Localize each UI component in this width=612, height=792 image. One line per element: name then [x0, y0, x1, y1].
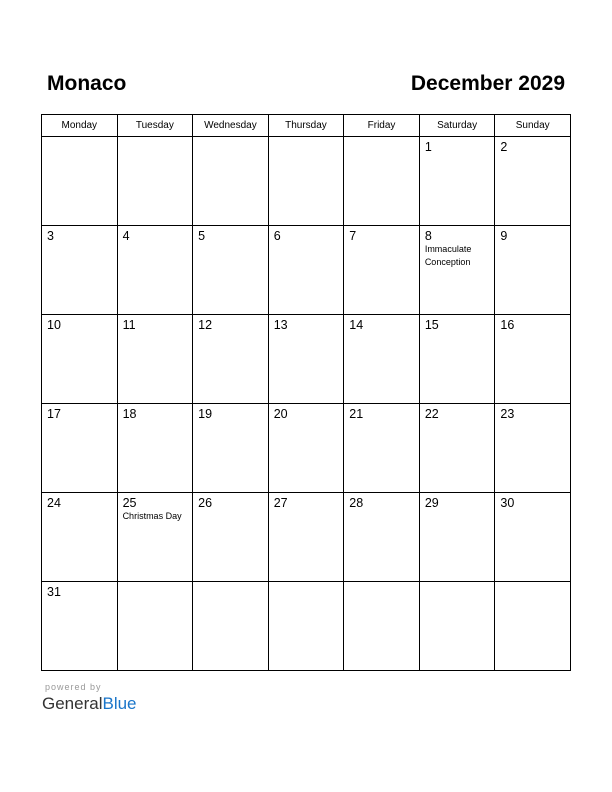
weekday-header-row — [42, 115, 571, 137]
empty-day-cell — [495, 582, 571, 671]
brand-blue-text: Blue — [102, 694, 137, 713]
empty-day-cell — [344, 137, 420, 226]
calendar-grid — [41, 114, 571, 671]
empty-day-cell — [268, 582, 344, 671]
week-row — [42, 315, 571, 404]
day-cell — [268, 226, 344, 315]
day-number: 9 — [500, 229, 508, 243]
day-cell — [344, 226, 420, 315]
day-number: 14 — [349, 318, 364, 332]
weekday-header: Tuesday — [117, 115, 193, 137]
weekday-header: Friday — [344, 115, 420, 137]
generalblue-logo — [42, 693, 137, 715]
day-number: 29 — [424, 496, 439, 510]
weekday-header: Monday — [42, 115, 118, 137]
day-number: 19 — [198, 407, 213, 421]
day-cell — [193, 493, 269, 582]
day-number: 22 — [424, 407, 439, 421]
day-number: 28 — [349, 496, 364, 510]
day-cell — [344, 493, 420, 582]
day-cell — [117, 226, 193, 315]
empty-day-cell — [193, 582, 269, 671]
day-cell — [42, 582, 118, 671]
day-number: 21 — [349, 407, 364, 421]
week-row — [42, 582, 571, 671]
day-cell — [193, 404, 269, 493]
day-number: 23 — [500, 407, 515, 421]
day-cell — [419, 404, 495, 493]
day-number: 8 — [424, 229, 432, 243]
day-number: 7 — [349, 229, 357, 243]
day-number: 30 — [500, 496, 515, 510]
day-cell — [117, 315, 193, 404]
day-number: 3 — [47, 229, 54, 243]
day-number: 27 — [273, 496, 288, 510]
day-cell — [117, 404, 193, 493]
footer-branding — [42, 681, 137, 715]
day-cell — [268, 315, 344, 404]
day-number: 10 — [47, 318, 61, 332]
empty-day-cell — [42, 137, 118, 226]
day-cell — [42, 404, 118, 493]
day-number: 26 — [198, 496, 213, 510]
day-number: 13 — [273, 318, 288, 332]
day-cell — [419, 137, 495, 226]
day-number: 17 — [47, 407, 61, 421]
holiday-label: Christmas Day — [122, 511, 182, 521]
day-cell — [419, 315, 495, 404]
day-number: 25 — [122, 496, 137, 510]
day-cell — [344, 315, 420, 404]
day-cell — [495, 493, 571, 582]
weekday-header: Sunday — [495, 115, 571, 137]
weekday-header: Saturday — [419, 115, 495, 137]
day-cell — [495, 315, 571, 404]
day-number: 15 — [424, 318, 439, 332]
country-title: Monaco — [47, 72, 127, 95]
month-title: December 2029 — [410, 72, 565, 95]
day-number: 12 — [198, 318, 213, 332]
day-cell — [268, 493, 344, 582]
week-row — [42, 137, 571, 226]
week-row — [42, 226, 571, 315]
day-number: 16 — [500, 318, 515, 332]
day-cell — [42, 226, 118, 315]
day-number: 31 — [47, 585, 61, 599]
empty-day-cell — [419, 582, 495, 671]
weekday-header: Thursday — [268, 115, 344, 137]
day-number: 4 — [122, 229, 130, 243]
day-number: 5 — [198, 229, 206, 243]
day-number: 11 — [122, 318, 136, 332]
day-cell — [117, 493, 193, 582]
empty-day-cell — [344, 582, 420, 671]
day-cell — [344, 404, 420, 493]
empty-day-cell — [117, 137, 193, 226]
day-number: 24 — [47, 496, 61, 510]
day-cell — [42, 493, 118, 582]
weekday-header: Wednesday — [193, 115, 269, 137]
week-row — [42, 493, 571, 582]
empty-day-cell — [193, 137, 269, 226]
day-cell — [193, 315, 269, 404]
powered-by-text: powered by — [45, 682, 102, 692]
day-cell — [495, 226, 571, 315]
day-cell — [42, 315, 118, 404]
calendar-body — [42, 137, 571, 671]
day-cell — [419, 226, 495, 315]
day-cell — [495, 404, 571, 493]
day-number: 20 — [273, 407, 288, 421]
day-cell — [193, 226, 269, 315]
empty-day-cell — [268, 137, 344, 226]
day-cell — [419, 493, 495, 582]
day-cell — [495, 137, 571, 226]
week-row — [42, 404, 571, 493]
day-number: 2 — [500, 140, 508, 154]
brand-general-text: General — [42, 694, 103, 713]
empty-day-cell — [117, 582, 193, 671]
day-number: 6 — [273, 229, 281, 243]
day-number: 18 — [122, 407, 137, 421]
day-number: 1 — [424, 140, 432, 154]
day-cell — [268, 404, 344, 493]
holiday-label: Immaculate Conception — [424, 244, 472, 267]
